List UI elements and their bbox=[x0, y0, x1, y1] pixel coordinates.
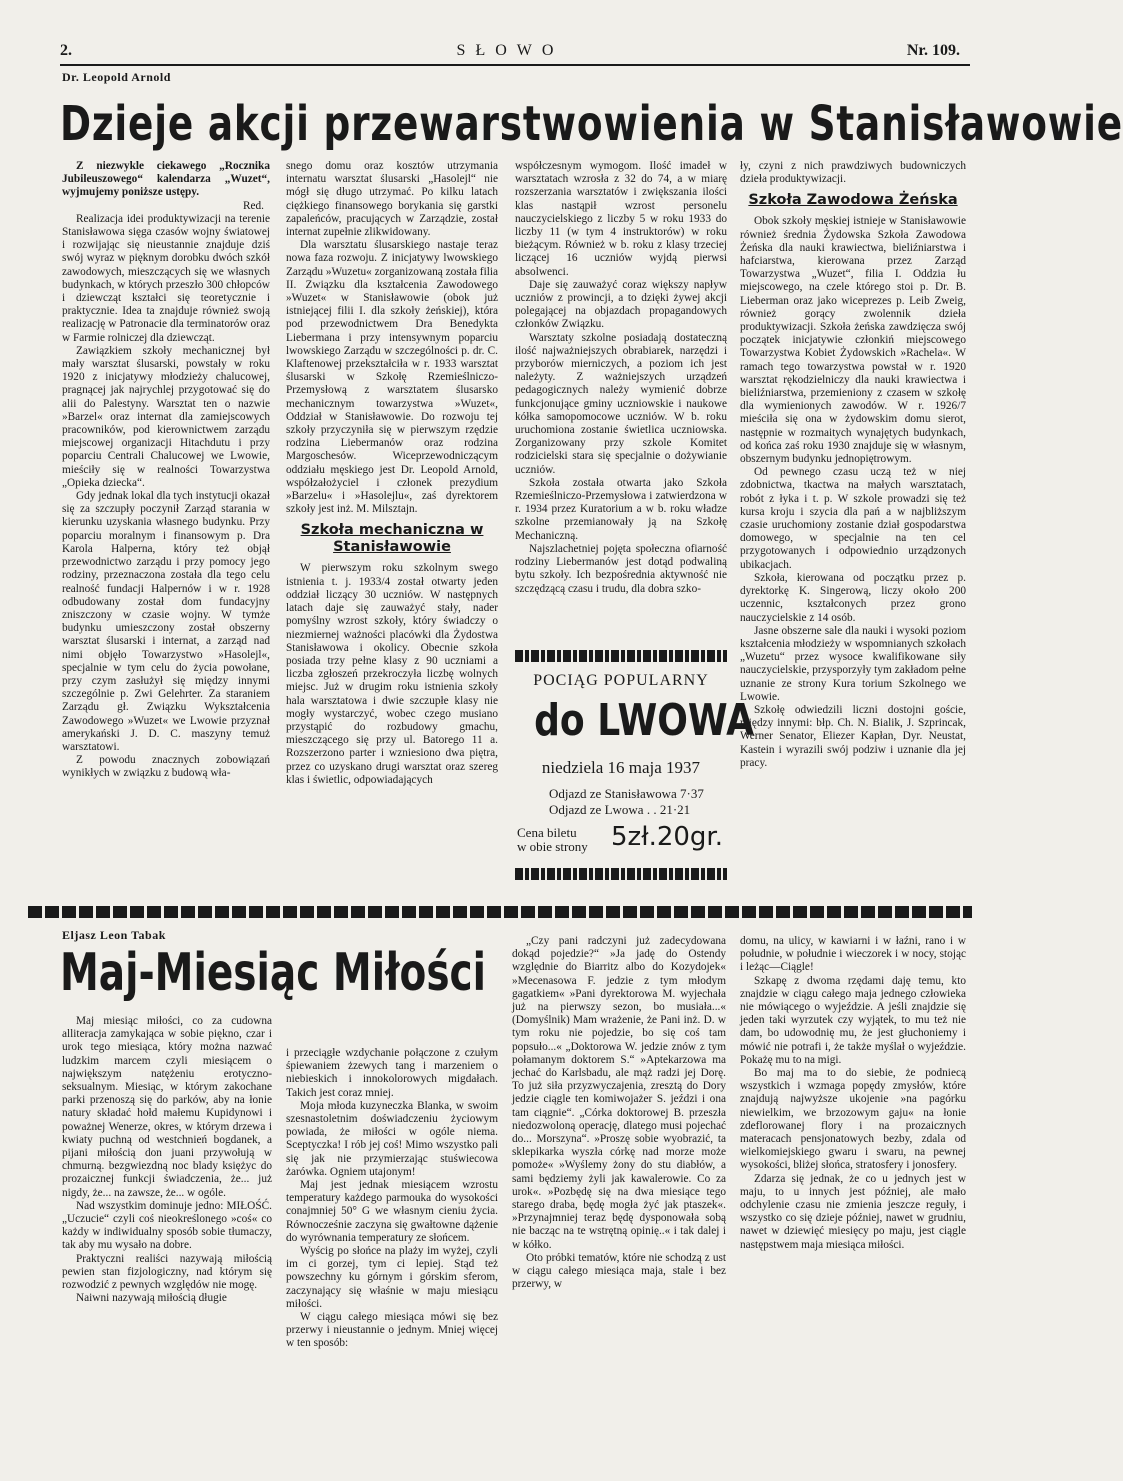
paragraph: Szkapę z dwoma rzędami daję temu, kto znajdzie w ciągu całego maja jednego człowieka nie mówiącego o wyjeździe. A jeśli znajdzie się jeden taki wyrzutek czy wyjątek, to mu też nie dam, bo udowodnię mu, że jest głuchoniemy i mówić nie potrafi i, że także myślał o wyjeździe. Pokażę mu to na migi. bbox=[740, 974, 966, 1066]
paragraph: Maj jest jednak miesiącem wzrostu temperatury każdego parmouka do wysokości conajmniej 50° G we własnym cieniu życia. Równocześnie zaczyna się gwałtowne dążenie do wyrównania temperatury ze słońcem. bbox=[286, 1179, 498, 1244]
article2-column-2 bbox=[286, 1047, 498, 1457]
paragraph: Nad wszystkim dominuje jedno: MIŁOŚĆ. „Uczucie“ czyli coś nieokreślonego »coś« co każdy w indiwidualny sposób sobie tłumaczy, tak aby mu wysało na dobre. bbox=[62, 1199, 272, 1252]
ad-departure-2: Odjazd ze Lwowa . . 21·21 bbox=[549, 802, 691, 817]
ad-destination: do LWOWA bbox=[534, 695, 755, 746]
paper-name: SŁOWO bbox=[456, 42, 564, 59]
article2-column-4 bbox=[740, 935, 966, 1455]
paragraph: Gdy jednak lokal dla tych instytucji okazał się za szczupły poczynił Zarząd starania w kierunku uzyskania własnego budynku. Przy poparciu moralnym i finansowym p. Dra Karola Halperna, który też objął przewodnictwo zarządu i przy pomocy jego rodziny, przeznaczona została dla tego celu realność fundacji Halpernów i w r. 1928 odbudowany został dom fundacyjny zniszczony w czasie wojny. W tymże budynku umieszczony został obszerny warsztat ślusarski i internat, a zarząd nad nimi objęło Towarzystwo »Hasolejl«, specjalnie w tym celu do życia powołane, przy czym zasłużył się między innymi szczególnie p. Zwi Gelehrter. Za staraniem Zarządu gł. Związku Wykształcenia Zawodowego »Wuzet« we Lwowie przyznał amerykański J. D. C. maszyny temuż warsztatowi. bbox=[62, 490, 270, 753]
paragraph: W pierwszym roku szkolnym swego istnienia t. j. 1933/4 został otwarty jeden oddział liczący 30 uczniów. W następnych latach daje się zauważyć stały, nader pomyślny wzrost szkoły, który świadczy o niezmiernej ważności placówki dla Żydostwa Stanisławowa i okolicy. Obecnie szkoła posiada trzy pełne klasy z 90 uczniami a liczba zgłoszeń przekroczyła liczbę wolnych miejsc. Już w drugim roku istnienia szkoły hala warsztatowa i dwie szczupłe klasy nie mogły wystarczyć, wobec czego musiano przystąpić do rozbudowy gmachu, mieszczącego się przy ul. Batorego 11 a. Rozszerzono parter i wzniesiono dwa piętra, przez co uzyskano drugi warsztat oraz szereg klas i świetlic, odpowiadających bbox=[286, 562, 498, 786]
page-header bbox=[60, 42, 960, 64]
article1-title: Dzieje akcji przewarstwowienia w Stanisławowie bbox=[60, 96, 1123, 152]
article2-title: Maj-Miesiąc Miłości bbox=[60, 943, 487, 1003]
article1-column-4 bbox=[740, 160, 966, 900]
ad-headline: POCIĄG POPULARNY bbox=[533, 672, 709, 689]
paragraph: Z powodu znacznych zobowiązań wynikłych w związku z budową wła- bbox=[62, 754, 270, 780]
paragraph: Realizacja idei produktywizacji na terenie Stanisławowa sięga czasów wojny światowej i rozwijając się nieustannie znajduje dziś swój wyraz w pięknym dorobku dwóch szkół zawodowych, mieszczących się we własnych budynkach, w których przeszło 300 chłopców i dziewcząt kształci się teoretycznie i praktycznie. Idea ta znajduje również swoją realizację w Patronacie dla terminatorów oraz w Farmie rolniczej dla dziewcząt. bbox=[62, 212, 270, 344]
paragraph: „Czy pani radczyni już zadecydowana dokąd pojedzie?“ »Ja jadę do Ostendy względnie do Biarritz albo do Kozydojek« »Mecenasowa F. jedzie z tym młodym gagatkiem« »Pani dyrektorowa M. wyjechała już na pierwszy sezon, bo musiała...« (Domyślnik) Mam wrażenie, że Pani inż. D. w tym roku nie pojedzie, bo się coś tam popsuło...« „Doktorowa W. jedzie znów z tym połamanym doktorem S.“ »Aptekarzowa ma jechać do Karlsbadu, ale mąż radzi jej Dorę. To już siła przyzwyczajenia, zresztą do Dory jedzie ciągle ten komiwojażer S. jeździ i ona tam ciągnie“. „Córka doktorowej B. przeszła niedozwoloną operację, dlatego musi pojechać do... Morszyna“. »Proszę sobie wyobrazić, ta sklepikarka wyszła córkę nad morze może pomoże« »Wyślemy żony do stu diabłów, a sami będziemy żyli jak kawalerowie. Co za urok«. »Pozbędę się na dwa miesiące tego starego draba, będę mogła żyć jak ptaszek«. »Przynajmniej teraz będę dysponowała sobą nie bacząc na te wstrętną opinię..« i tak dalej i w kółko. bbox=[512, 935, 726, 1251]
paragraph: Zawiązkiem szkoły mechanicznej był mały warsztat ślusarski, powstały w roku 1920 z inicjatywy młodzieży chalucowej, pragnącej jak najrychlej przygotować się do alii do Palestyny. Warsztat ten o nazwie »Barzel« oraz internat dla zamiejscowych pracowników, pod kierownictwem zarządu miejscowej organizacji Hitachdutu i przy poparciu Centrali Chalucowej we Lwowie, mieściły się w realności Towarzystwa „Opieka dziecka“. bbox=[62, 344, 270, 489]
article1-column-3 bbox=[515, 160, 727, 645]
paragraph: Od pewnego czasu uczą też w niej zdobnictwa, tkactwa na małych warsztatach, robót z łyka i t. p. W szkole prowadzi się też kursa kroju i szycia dla pań a w najbliższym czasie uruchomiony zostanie dział gospodarstwa domowego, w specjalnie na ten cel przygotowanych i odpowiednio urządzonych ubikacjach. bbox=[740, 466, 966, 571]
paragraph: W ciągu całego miesiąca mówi się bez przerwy i nieustannie o jednym. Mniej więcej w ten sposób: bbox=[286, 1311, 498, 1350]
paragraph: Wyścig po słońce na plaży im wyżej, czyli im ci gorzej, tym ci lepiej. Stąd też powszechny ku górnym i górskim sferom, zaczynający się właśnie w maju miesiącu miłości. bbox=[286, 1245, 498, 1310]
ad-price: 5zł.20gr. bbox=[611, 822, 723, 852]
paragraph: Warsztaty szkolne posiadają dostateczną ilość najważniejszych obrabiarek, narzędzi i przyborów mierniczych, a poziom ich jest należyty. Z ważniejszych urządzeń pedagogicznych należy wymienić dobrze funkcjonujące gminy uczniowskie i naukowe kółka samopomocowe uczniów. W b. roku uruchomiona zostanie świetlica uczniowska. Zorganizowany przy szkole Komitet rodzicielski stara się specjalnie o dożywianie uczniów. bbox=[515, 331, 727, 476]
train-advertisement bbox=[515, 650, 755, 882]
paragraph: snego domu oraz kosztów utrzymania internatu warsztat ślusarski „Hasolejl“ nie mógł się długo utrzymać. Po kilku latach ciężkiego finansowego borykania się garstki zapaleńców, pracujących w Zarządzie, został internat zupełnie zlikwidowany. bbox=[286, 160, 498, 239]
issue-number: Nr. 109. bbox=[906, 42, 960, 59]
subheading-women-school: Szkoła Zawodowa Żeńska bbox=[748, 192, 958, 209]
paragraph: Zdarza się jednak, że co u jednych jest w maju, to u innych jest później, ale mało odchylenie czasu nie zmienia jeszcze reguły, i wszystko co się dzieje później, nawet w grudniu, nawet w dziewięć miesięcy po maju, jest ciągle następstwem maja miesiąca miłości. bbox=[740, 1172, 966, 1251]
ad-price-label-2: w obie strony bbox=[517, 839, 588, 854]
ad-date: niedziela 16 maja 1937 bbox=[541, 758, 701, 777]
paragraph: Szkoła, kierowana od początku przez p. dyrektorkę K. Singerową, liczy około 200 uczennic, kształconych przez grono nauczycielskie z 14 osób. bbox=[740, 571, 966, 624]
paragraph: Jasne obszerne sale dla nauki i wysoki poziom kształcenia młodzieży w wspomnianych szkołach „Wuzetu“ przez wysoce kwalifikowane siły nauczycielskie, przysporzyły tym zakładom pełne uznanie ze strony Kura torium Szkolnego we Lwowie. bbox=[740, 624, 966, 703]
ad-border-top bbox=[515, 650, 727, 662]
article-separator bbox=[28, 906, 972, 918]
ad-price-label bbox=[517, 826, 588, 854]
editorial-intro: Z niezwykle ciekawego „Rocznika Jubileuszowego“ kalendarza „Wuzet“, wyjmujemy poniższe ustępy. bbox=[62, 160, 270, 199]
editorial-sign: Red. bbox=[242, 199, 264, 212]
paragraph: Maj miesiąc miłości, co za cudowna alliteracja zamykająca w sobie piękno, czar i urok tego miesiąca, który można nazwać ludzkim marcem czyli miesiącem o największym natężeniu erotyczno-seksualnym. Miesiąc, w którym zakochane parki przenoszą się do parków, aby na łonie natury składać hołd małemu Kupidynowi i poważnej Wenerze, okres, w którym drzewa i kwiaty puchną od westchnień bogdanek, a pijani miłością don juani przywołują w chmurną. bezgwiezdną noc blady księżyc do prozaicznej funkcji świadczenia, że... już nigdy, że... na zawsze, że... w ogóle. bbox=[62, 1015, 272, 1199]
paragraph: Szkoła została otwarta jako Szkoła Rzemieślniczo-Przemysłowa i zatwierdzona w r. 1934 przez Kuratorium a w b. roku władze szkolne przemianowały ją na Szkołę Mechaniczną. bbox=[515, 476, 727, 542]
paragraph: Dla warsztatu ślusarskiego nastaje teraz nowa faza rozwoju. Z inicjatywy lwowskiego Zarządu »Wuzetu« zorganizowaną została filia II. Związku dla kształcenia Zawodowego »Wuzet« w Stanisławowie (obok już istniejącej filii I. dla szkoły żeńskiej), która pod przewodnictwem Dra Benedykta Liebermana i przy intensywnym poparciu lwowskiego Zarządu w szczególności p. dr. C. Klaftenowej przekształciła w r. 1933 warsztat ślusarski w Szkołę Rzemieślniczo-Przemysłową z warsztatem ślusarsko mechanicznym towarzystwa »Wuzet«, Oddział w Stanisławowie. Do rozwoju tej szkoły przyczyniła się w pierwszym rzędzie rodzina Liebermanów oraz rodzina Margoschesów. Wiceprzewodniczącym oddziału męskiego jest Dr. Leopold Arnold, współzałożyciel i członek prezydium »Barzelu« i »Hasolejlu«, zaś dyrektorem szkoły jest inż. M. Milsztajn. bbox=[286, 239, 498, 516]
paragraph: Naiwni nazywają miłością długie bbox=[76, 1292, 227, 1305]
ad-border-bottom bbox=[515, 868, 727, 880]
paragraph: domu, na ulicy, w kawiarni i w łaźni, rano i w południe, w południe i wieczorek i w nocy, stojąc i leżąc—Ciągle! bbox=[740, 935, 966, 974]
paragraph: Bo maj ma to do siebie, że podniecą wszystkich i wzmaga popędy zmysłów, które znajdują najwyższe ukojenie »na pagórku niewielkim, we brzozowym gaju« na łonie zdeflorowanej flory i na prozaicznych materacach pensjonatowych bezby, zdala od wielkomiejskiego gwaru i swaru, na pewnej wysokości, bliżej słońca, stratosfery i jonosfery. bbox=[740, 1067, 966, 1172]
paragraph: Najszlachetniej pojęta społeczna ofiarność rodziny Liebermanów jest dotąd podwaliną bytu szkoły. Ich bezpośrednia aktywność nie szczędzącą czasu i trudu, dla dobra szko- bbox=[515, 542, 727, 595]
paragraph: Obok szkoły męskiej istnieje w Stanisławowie również średnia Żydowska Szkoła Zawodowa Żeńska dla nauki krawiectwa, bieliźniarstwa i hafciarstwa, kierowana przez Zarząd Towarzystwa „Wuzet“, filia I. Oddzia łu miejscowego, na czele którego stoi p. Dr. B. Lieberman oraz jako wiceprezes p. Leib Zweig, również gorący zwolennik dzieła produktywizacji. Szkoła żeńska zawdzięcza swój początek inicjatywie członkiń miejscowego Towarzystwa Kobiet Żydowskich »Rachela«. W ramach tego towarzystwa powstał w r. 1920 warsztat rękodzielniczy dla nauki krawiectwa i bieliźniarstwa, przemieniony z czasem w szkołę dla wymienionych zawodów. W r. 1926/7 mieściła się ona w żydowskim domu sierot, następnie w rozmaitych wynajętych budynkach, od końca zaś roku 1930 znajduje się w własnym, obszernym budynku jednopiętrowym. bbox=[740, 215, 966, 466]
page-number: 2. bbox=[60, 42, 72, 59]
article1-column-2 bbox=[286, 160, 498, 900]
article1-column-1 bbox=[62, 160, 270, 900]
paragraph: Oto próbki tematów, które nie schodzą z ust w ciągu całego miesiąca maja, stale i bez przerwy, w bbox=[512, 1251, 726, 1291]
article2-column-1 bbox=[62, 1015, 272, 1455]
subheading-mechanical-school: Szkoła mechaniczna w Stanisławowie bbox=[300, 522, 484, 556]
ad-departures bbox=[549, 786, 704, 818]
paragraph: współczesnym wymogom. Ilość imadeł w warsztatach wzrosła z 32 do 74, a w miarę rozszerzania warsztatów i zwiększania ilości klas nastąpił wzrost personelu nauczycielskiego z liczby 5 w roku 1933 do liczby 11 (w tym 4 instruktorów) w roku bieżącym. Również w b. roku z klasy trzeciej liczącej 16 uczniów wyjdą pierwsi absolwenci. bbox=[515, 160, 727, 278]
ad-departure-1: Odjazd ze Stanisławowa 7·37 bbox=[549, 786, 704, 801]
paragraph: Szkołę odwiedzili liczni dostojni goście, między innymi: błp. Ch. N. Bialik, J. Szprincak, Werner Senator, Eliezer Kapłan, Dyr. Neustat, Kastein i wyrazili swój podziw i uznanie dla jej pracy. bbox=[740, 703, 966, 769]
ad-price-label-1: Cena biletu bbox=[517, 825, 577, 840]
paragraph: Moja młoda kuzyneczka Blanka, w swoim szesnastoletnim doświadczeniu życiowym powiada, że miłości w ogóle niema. Sceptyczka! I rób jej coś! Mimo wszystko pali się jak nie przymierzając stuświecowa żarówka. Ogniem utajonym! bbox=[286, 1099, 498, 1178]
paragraph: i przeciągłe wzdychanie połączone z czułym śpiewaniem żzewych tang i marzeniem o niebieskich i innokolorowych migdałach. Takich jest coraz mniej. bbox=[286, 1047, 498, 1099]
article2-byline: Eljasz Leon Tabak bbox=[62, 928, 166, 942]
paragraph: Praktyczni realiści nazywają miłością pewien stan fizjologiczny, nad którym się rozwodzić z pewnych względów nie mogę. bbox=[62, 1252, 272, 1292]
paragraph: Daje się zauważyć coraz większy napływ uczniów z prowincji, a to dzięki żywej akcji polegającej na objazdach propagandowych członków Związku. bbox=[515, 278, 727, 331]
paragraph: ły, czyni z nich prawdziwych budowniczych dzieła produktywizacji. bbox=[740, 160, 966, 186]
article1-byline: Dr. Leopold Arnold bbox=[62, 70, 171, 84]
header-rule bbox=[60, 64, 970, 66]
article2-column-3 bbox=[512, 935, 726, 1455]
